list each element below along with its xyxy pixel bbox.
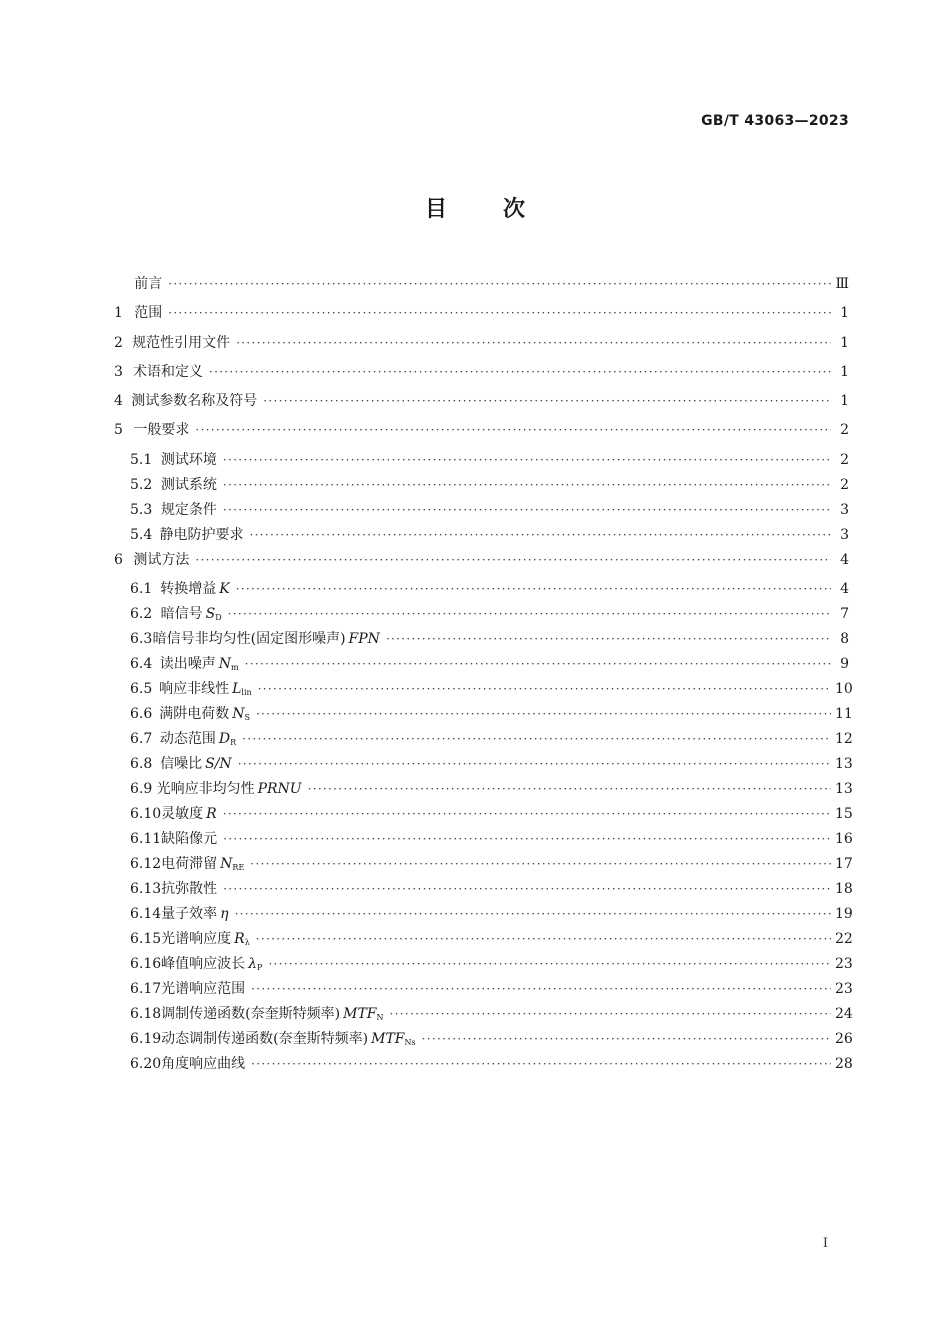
toc-entry-page: 3 bbox=[840, 501, 849, 518]
toc-entry-symbol: λ bbox=[248, 956, 258, 973]
toc-entry-page: Ⅲ bbox=[835, 276, 849, 292]
toc-entry-label bbox=[132, 332, 236, 354]
toc-leader-dots bbox=[195, 549, 831, 571]
toc-entry-symbol: N bbox=[232, 706, 245, 723]
toc-entry-page: 12 bbox=[835, 731, 853, 748]
toc-entry-label bbox=[160, 578, 235, 600]
toc-entry-symbol: MTF bbox=[343, 1006, 377, 1023]
toc-entry-symbol: S/N bbox=[205, 756, 232, 773]
toc-entry-number: 6.6 bbox=[130, 706, 153, 723]
toc-entry-subscript: D bbox=[215, 613, 222, 623]
toc-entry-page: 22 bbox=[835, 931, 853, 948]
toc-entry-text: 信噪比 bbox=[160, 756, 203, 773]
toc-entry[interactable] bbox=[114, 678, 853, 703]
toc-entry-text: 读出噪声 bbox=[159, 656, 216, 673]
toc-entry[interactable] bbox=[114, 1053, 853, 1078]
toc-entry-number: 6.1 bbox=[130, 581, 153, 598]
toc-entry-label bbox=[161, 1028, 421, 1054]
toc-entry[interactable] bbox=[114, 332, 849, 361]
toc-leader-dots bbox=[250, 853, 831, 875]
toc-entry-number: 6.9 bbox=[130, 781, 153, 798]
toc-entry-subscript: m bbox=[231, 663, 239, 673]
toc-entry-number: 6.13 bbox=[130, 881, 162, 898]
toc-entry[interactable] bbox=[114, 273, 849, 302]
toc-entry-subscript: lin bbox=[241, 688, 252, 698]
toc-entry-label bbox=[161, 828, 223, 850]
toc-leader-dots bbox=[223, 803, 831, 825]
toc-entry-text: 术语和定义 bbox=[132, 363, 203, 380]
toc-entry-label bbox=[161, 903, 234, 925]
page-number: I bbox=[822, 1236, 828, 1251]
toc-entry-number: 2 bbox=[114, 334, 123, 351]
toc-entry-number: 3 bbox=[114, 363, 123, 380]
toc-entry-text: 光谱响应度 bbox=[161, 931, 232, 948]
toc-entry-page: 1 bbox=[840, 334, 849, 351]
toc-entry-number: 5.1 bbox=[130, 451, 153, 468]
toc-entry[interactable] bbox=[114, 578, 849, 603]
toc-entry-text: 角度响应曲线 bbox=[161, 1056, 246, 1073]
toc-entry[interactable] bbox=[114, 390, 849, 419]
toc-entry[interactable] bbox=[114, 703, 853, 728]
toc-entry-text: 动态调制传递函数(奈奎斯特频率) bbox=[161, 1031, 369, 1048]
toc-entry-number: 4 bbox=[114, 393, 123, 410]
toc-entry-label bbox=[133, 549, 195, 571]
toc-entry-label bbox=[160, 728, 242, 754]
toc-entry-page: 19 bbox=[835, 906, 853, 923]
toc-leader-dots bbox=[209, 361, 831, 383]
toc-entry-number: 6.18 bbox=[130, 1006, 162, 1023]
toc-entry-text: 转换增益 bbox=[160, 581, 217, 598]
toc-entry[interactable] bbox=[114, 878, 853, 903]
toc-entry-page: 4 bbox=[840, 581, 849, 598]
page-title: 目次 bbox=[424, 197, 581, 222]
toc-entry-text: 测试环境 bbox=[160, 451, 217, 468]
toc-entry-text: 满阱电荷数 bbox=[159, 706, 230, 723]
toc-entry-page: 11 bbox=[835, 706, 853, 723]
toc-entry-subscript: RE bbox=[232, 863, 245, 873]
toc-entry-symbol: MTF bbox=[371, 1031, 405, 1048]
toc-entry-label bbox=[131, 390, 263, 412]
toc-entry-number: 6.19 bbox=[130, 1031, 162, 1048]
toc-leader-dots bbox=[238, 753, 831, 775]
toc-entry[interactable] bbox=[114, 653, 849, 678]
toc-entry-text: 缺陷像元 bbox=[161, 831, 218, 848]
toc-entry-label bbox=[161, 978, 251, 1000]
toc-entry[interactable] bbox=[114, 928, 853, 953]
toc-leader-dots bbox=[236, 578, 831, 600]
toc-leader-dots bbox=[242, 728, 831, 750]
toc-entry-number: 6.11 bbox=[130, 831, 162, 848]
toc-entry-number: 5.4 bbox=[130, 526, 153, 543]
table-of-contents bbox=[114, 273, 853, 1078]
toc-entry[interactable] bbox=[114, 728, 853, 753]
toc-leader-dots bbox=[256, 703, 831, 725]
toc-entry-subscript: λ bbox=[244, 938, 250, 948]
toc-entry-text: 测试系统 bbox=[160, 476, 217, 493]
toc-entry-label bbox=[161, 853, 250, 879]
toc-leader-dots bbox=[223, 449, 831, 471]
toc-entry[interactable] bbox=[114, 828, 853, 853]
toc-entry-number: 6.17 bbox=[130, 981, 162, 998]
toc-leader-dots bbox=[223, 499, 831, 521]
toc-leader-dots bbox=[390, 1003, 832, 1025]
toc-entry-page: 18 bbox=[835, 881, 853, 898]
toc-entry-text: 规定条件 bbox=[160, 501, 217, 518]
toc-entry-label bbox=[133, 361, 209, 383]
toc-entry-symbol: PRNU bbox=[257, 781, 302, 798]
toc-entry-page: 1 bbox=[840, 363, 849, 380]
toc-entry-page: 2 bbox=[840, 422, 849, 439]
toc-entry-number: 6.4 bbox=[130, 656, 153, 673]
toc-leader-dots bbox=[268, 953, 831, 975]
toc-entry-number: 6.16 bbox=[130, 956, 162, 973]
toc-entry-number: 6.8 bbox=[130, 756, 153, 773]
toc-entry-number: 6.20 bbox=[130, 1056, 162, 1073]
toc-entry-page: 1 bbox=[840, 393, 849, 410]
toc-entry-symbol: R bbox=[234, 931, 245, 948]
toc-entry-number: 6.7 bbox=[130, 731, 153, 748]
toc-leader-dots bbox=[236, 332, 831, 354]
toc-entry-label bbox=[134, 302, 168, 324]
toc-leader-dots bbox=[263, 390, 831, 412]
toc-entry-number: 6.3 bbox=[130, 631, 153, 648]
toc-entry[interactable] bbox=[114, 978, 853, 1003]
toc-entry-page: 26 bbox=[835, 1031, 853, 1048]
toc-entry-text: 静电防护要求 bbox=[159, 526, 244, 543]
toc-entry[interactable] bbox=[114, 778, 853, 803]
toc-entry-text: 调制传递函数(奈奎斯特频率) bbox=[161, 1006, 341, 1023]
toc-leader-dots bbox=[386, 628, 831, 650]
toc-entry-number: 6 bbox=[114, 551, 123, 568]
toc-entry-text: 峰值响应波长 bbox=[161, 956, 246, 973]
toc-entry-subscript: S bbox=[244, 713, 250, 723]
toc-entry-page: 15 bbox=[835, 806, 853, 823]
standard-code: GB/T 43063—2023 bbox=[701, 113, 849, 129]
toc-entry-number: 6.10 bbox=[130, 806, 162, 823]
toc-entry-label bbox=[153, 628, 386, 650]
toc-entry-subscript: N bbox=[376, 1013, 384, 1023]
toc-entry-page: 23 bbox=[835, 981, 853, 998]
toc-entry[interactable] bbox=[114, 603, 849, 628]
toc-leader-dots bbox=[168, 302, 831, 324]
toc-entry-text: 范围 bbox=[134, 305, 163, 322]
toc-entry-label bbox=[161, 1003, 389, 1029]
toc-entry-label bbox=[161, 878, 223, 900]
toc-entry-page: 13 bbox=[835, 781, 853, 798]
toc-entry[interactable] bbox=[114, 419, 849, 448]
toc-entry-text: 电荷滞留 bbox=[161, 856, 218, 873]
toc-entry[interactable] bbox=[114, 853, 853, 878]
toc-entry[interactable] bbox=[114, 628, 849, 653]
toc-entry-text: 响应非线性 bbox=[159, 681, 230, 698]
toc-entry-symbol: η bbox=[220, 906, 229, 923]
toc-leader-dots bbox=[308, 778, 831, 800]
toc-entry-subscript: P bbox=[257, 963, 263, 973]
toc-entry-text: 测试方法 bbox=[133, 551, 190, 568]
toc-entry-symbol: FPN bbox=[348, 631, 380, 648]
toc-entry-label bbox=[161, 953, 268, 979]
toc-entry-symbol: S bbox=[205, 606, 216, 623]
toc-leader-dots bbox=[245, 653, 831, 675]
toc-entry-number: 5.2 bbox=[130, 476, 153, 493]
toc-entry-symbol: K bbox=[219, 581, 230, 598]
toc-entry-subscript: Ns bbox=[404, 1038, 416, 1048]
toc-entry-page: 2 bbox=[840, 451, 849, 468]
toc-entry[interactable] bbox=[114, 1028, 853, 1053]
toc-leader-dots bbox=[235, 903, 831, 925]
toc-entry-label bbox=[161, 474, 223, 496]
toc-entry-label bbox=[134, 273, 168, 295]
toc-entry-text: 一般要求 bbox=[133, 422, 190, 439]
toc-entry[interactable] bbox=[114, 953, 853, 978]
toc-entry-number: 6.14 bbox=[130, 906, 162, 923]
toc-leader-dots bbox=[251, 978, 831, 1000]
toc-entry-page: 2 bbox=[840, 476, 849, 493]
toc-entry-number: 1 bbox=[114, 305, 123, 322]
toc-entry[interactable] bbox=[114, 524, 849, 549]
toc-entry-symbol: R bbox=[206, 806, 217, 823]
toc-entry-number: 6.5 bbox=[130, 681, 153, 698]
toc-entry-text: 暗信号非均匀性(固定图形噪声) bbox=[152, 631, 346, 648]
toc-entry-page: 4 bbox=[840, 551, 849, 568]
toc-entry-text: 量子效率 bbox=[161, 906, 218, 923]
toc-entry-label bbox=[160, 753, 238, 775]
toc-entry-label bbox=[161, 803, 223, 825]
toc-entry-text: 灵敏度 bbox=[161, 806, 204, 823]
toc-entry-label bbox=[160, 653, 245, 679]
toc-entry-page: 23 bbox=[835, 956, 853, 973]
toc-entry-label bbox=[161, 1053, 251, 1075]
toc-entry-number: 5.3 bbox=[130, 501, 153, 518]
toc-leader-dots bbox=[256, 928, 831, 950]
toc-entry[interactable] bbox=[114, 361, 849, 390]
toc-entry-page: 10 bbox=[835, 681, 853, 698]
toc-entry[interactable] bbox=[114, 753, 853, 778]
toc-entry-label bbox=[160, 524, 250, 546]
toc-entry-text: 暗信号 bbox=[160, 606, 203, 623]
toc-leader-dots bbox=[168, 273, 831, 295]
toc-entry-text: 前言 bbox=[134, 276, 163, 292]
toc-entry-page: 1 bbox=[840, 305, 849, 322]
toc-entry-text: 抗弥散性 bbox=[161, 881, 218, 898]
toc-leader-dots bbox=[223, 878, 831, 900]
toc-entry-page: 3 bbox=[840, 526, 849, 543]
toc-entry-label bbox=[161, 499, 223, 521]
toc-entry-number: 6.12 bbox=[130, 856, 162, 873]
toc-entry-text: 光响应非均匀性 bbox=[156, 781, 255, 798]
toc-entry-symbol: N bbox=[220, 856, 233, 873]
toc-entry-page: 8 bbox=[840, 631, 849, 648]
toc-entry[interactable] bbox=[114, 449, 849, 474]
toc-entry-symbol: N bbox=[218, 656, 232, 673]
toc-entry[interactable] bbox=[114, 549, 849, 578]
toc-entry-label bbox=[161, 928, 256, 954]
toc-entry[interactable] bbox=[114, 1003, 853, 1028]
toc-entry-page: 28 bbox=[835, 1056, 853, 1073]
toc-leader-dots bbox=[195, 419, 831, 441]
toc-entry-page: 7 bbox=[840, 606, 849, 623]
toc-leader-dots bbox=[228, 603, 831, 625]
toc-entry-page: 9 bbox=[840, 656, 849, 673]
toc-entry-symbol: L bbox=[232, 681, 242, 698]
toc-leader-dots bbox=[422, 1028, 831, 1050]
toc-entry-page: 16 bbox=[835, 831, 853, 848]
toc-entry-text: 规范性引用文件 bbox=[132, 334, 231, 351]
toc-entry-subscript: R bbox=[230, 738, 237, 748]
toc-entry-number: 6.2 bbox=[130, 606, 153, 623]
toc-leader-dots bbox=[258, 678, 831, 700]
toc-entry-label bbox=[161, 449, 223, 471]
toc-leader-dots bbox=[251, 1053, 831, 1075]
toc-entry-page: 17 bbox=[835, 856, 853, 873]
toc-entry-label bbox=[161, 603, 228, 629]
toc-entry-text: 动态范围 bbox=[159, 731, 216, 748]
toc-entry-number: 6.15 bbox=[130, 931, 162, 948]
toc-entry-label bbox=[133, 419, 195, 441]
toc-leader-dots bbox=[223, 474, 831, 496]
toc-entry-text: 光谱响应范围 bbox=[161, 981, 246, 998]
toc-entry[interactable] bbox=[114, 302, 849, 331]
toc-entry-label bbox=[159, 678, 258, 704]
toc-leader-dots bbox=[223, 828, 831, 850]
toc-entry-number: 5 bbox=[114, 422, 123, 439]
toc-entry[interactable] bbox=[114, 803, 853, 828]
toc-entry[interactable] bbox=[114, 474, 849, 499]
toc-entry-page: 24 bbox=[835, 1006, 853, 1023]
toc-entry[interactable] bbox=[114, 499, 849, 524]
toc-entry-label bbox=[157, 778, 308, 800]
toc-entry-symbol: D bbox=[218, 731, 231, 748]
toc-leader-dots bbox=[250, 524, 831, 546]
toc-entry-text: 测试参数名称及符号 bbox=[131, 393, 258, 410]
toc-entry[interactable] bbox=[114, 903, 853, 928]
toc-entry-page: 13 bbox=[835, 756, 853, 773]
toc-entry-label bbox=[159, 703, 256, 729]
